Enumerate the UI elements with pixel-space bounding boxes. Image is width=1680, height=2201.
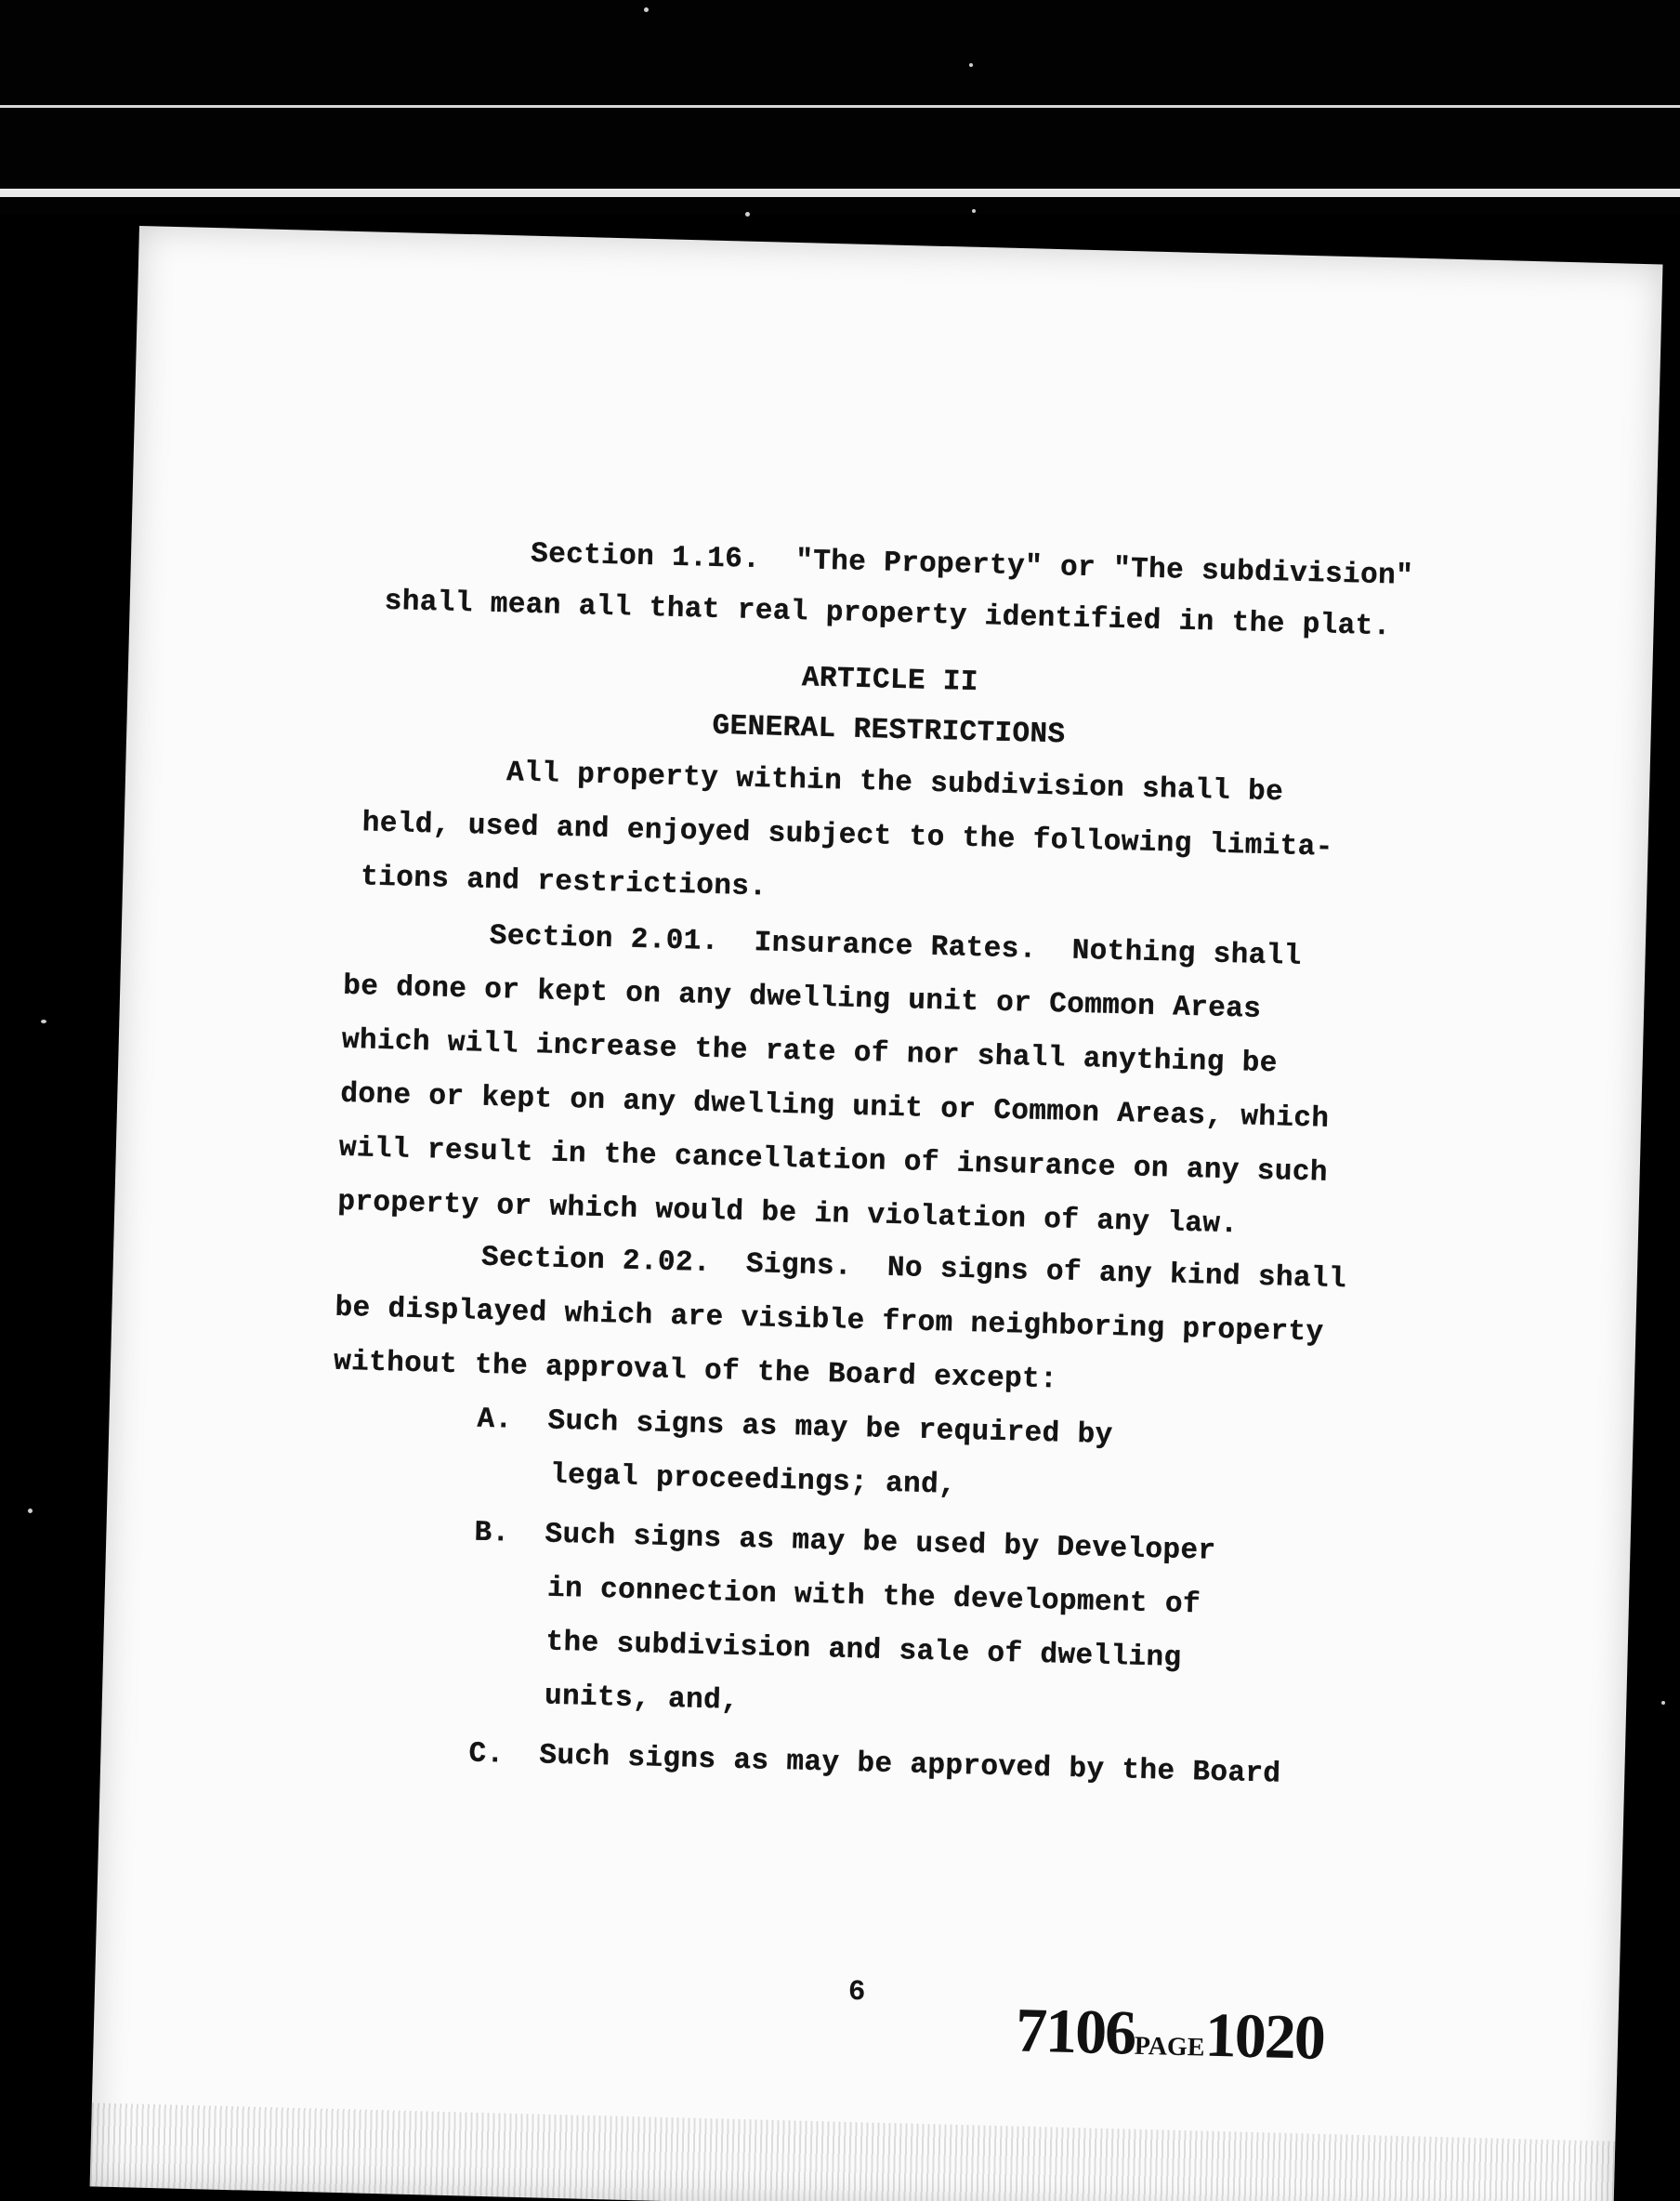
list-item-b-line-4: units, and, xyxy=(544,1680,740,1718)
section-1-16-line-2: shall mean all that real property identified in the plat. xyxy=(384,585,1392,644)
list-item-a-line-1: A. Such signs as may be required by xyxy=(477,1403,1113,1452)
scan-speck xyxy=(644,7,649,12)
scan-rule-upper xyxy=(0,105,1680,108)
intro-line-3: tions and restrictions. xyxy=(360,861,768,904)
page-number: 6 xyxy=(847,1975,866,2010)
list-item-b-line-2: in connection with the development of xyxy=(546,1572,1201,1622)
article-title: ARTICLE II xyxy=(801,662,979,699)
section-2-01-line-6: property or which would be in violation of any law. xyxy=(337,1185,1239,1242)
list-item-b-line-1: B. Such signs as may be used by Developer xyxy=(474,1516,1216,1568)
scan-speck xyxy=(41,1020,46,1023)
intro-line-2: held, used and enjoyed subject to the following limita- xyxy=(361,807,1334,864)
stamp-page-number: 1020 xyxy=(1203,1998,1325,2073)
list-item-a-line-2: legal proceedings; and, xyxy=(549,1458,957,1502)
stamp-book-number: 7106 xyxy=(1015,1994,1136,2068)
list-item-b-line-3: the subdivision and sale of dwelling xyxy=(545,1626,1182,1675)
section-2-01-line-2: be done or kept on any dwelling unit or Common Areas xyxy=(342,969,1262,1026)
scan-speck xyxy=(969,63,973,67)
section-2-02-line-1: Section 2.02. Signs. No signs of any kind shall xyxy=(480,1241,1347,1297)
intro-line-1: All property within the subdivision shall be xyxy=(505,757,1284,810)
scan-rule-lower xyxy=(0,189,1680,197)
stamp-page-label: PAGE xyxy=(1134,2031,1205,2063)
scan-speck xyxy=(972,209,976,213)
section-2-01-line-3: which will increase the rate of nor shall anything be xyxy=(341,1023,1279,1081)
scan-speck xyxy=(745,212,750,217)
section-2-02-line-2: be displayed which are visible from neighboring property xyxy=(335,1291,1324,1350)
scan-speck xyxy=(1661,1701,1665,1705)
document-body xyxy=(139,226,1662,1791)
section-2-01-line-1: Section 2.01. Insurance Rates. Nothing shall xyxy=(489,919,1303,973)
recording-stamp xyxy=(1015,1994,1325,2075)
section-2-02-line-3: without the approval of the Board except: xyxy=(333,1345,1058,1397)
section-2-01-line-5: will result in the cancellation of insurance on any such xyxy=(338,1131,1329,1190)
list-item-c-line-1: C. Such signs as may be approved by the Board xyxy=(468,1737,1281,1791)
scanned-page xyxy=(90,226,1663,2201)
section-1-16-line-1: Section 1.16. "The Property" or "The subdivision" xyxy=(530,537,1414,593)
section-heading: GENERAL RESTRICTIONS xyxy=(712,709,1066,752)
scan-speck xyxy=(28,1509,33,1513)
section-2-01-line-4: done or kept on any dwelling unit or Common Areas, which xyxy=(339,1077,1330,1136)
